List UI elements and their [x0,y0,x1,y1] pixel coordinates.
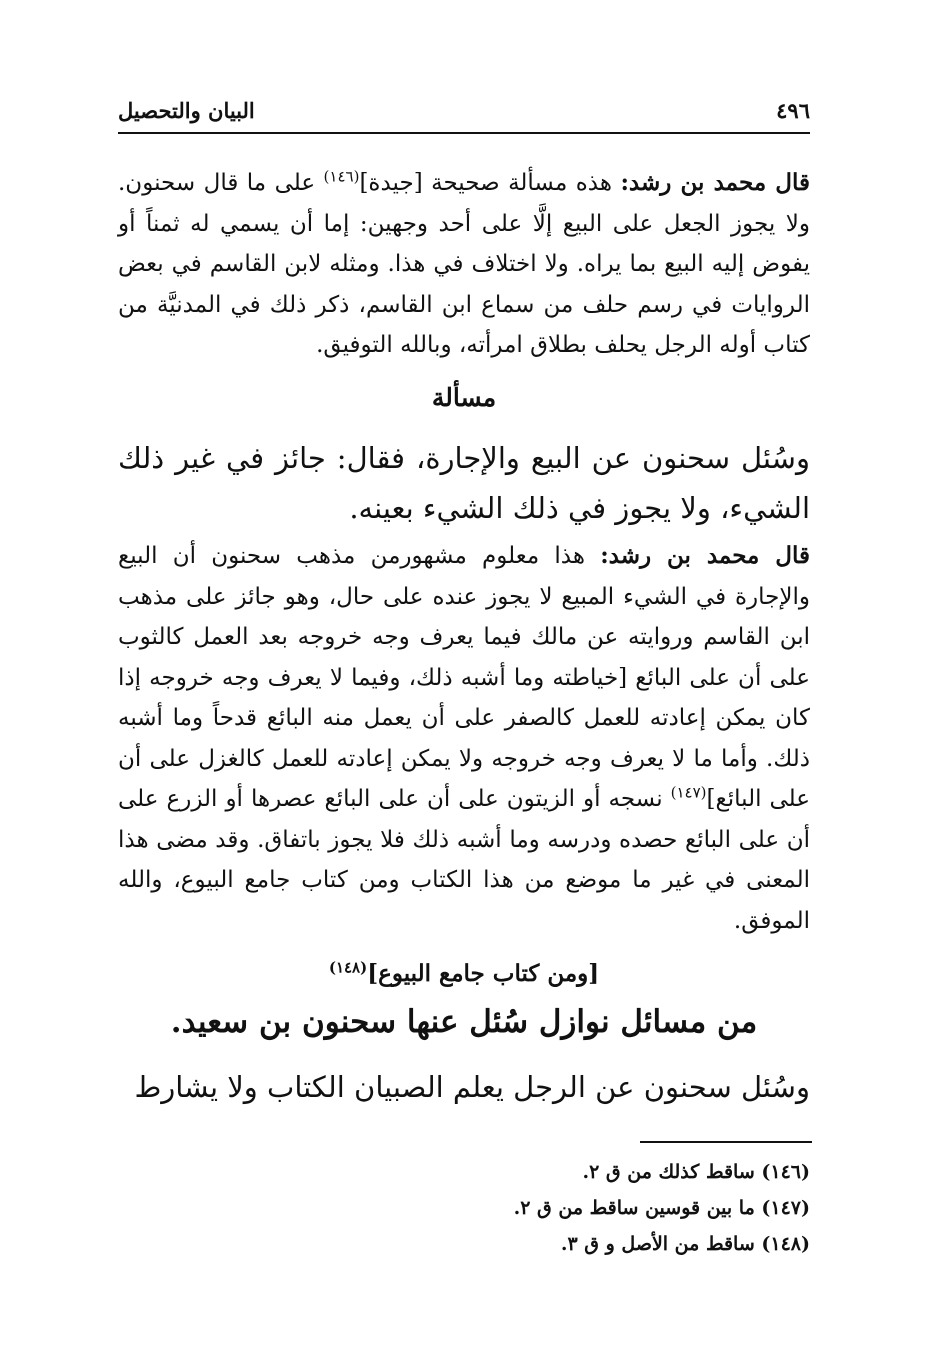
footnote-ref-146: (١٤٦) [323,167,360,186]
footnote-ref-148: (١٤٨) [328,958,368,977]
book-section-heading [118,960,810,987]
commentary-lead: قال محمد بن رشد: [620,169,811,196]
footnote-148: (١٤٨) ساقط من الأصل و ق ٣. [560,1233,810,1255]
commentary-text: هذه مسألة صحيحة [جيدة] [359,170,621,196]
commentary-lead: قال محمد بن رشد: [600,542,810,569]
book-title: البيان والتحصيل [118,98,255,123]
commentary-text-continued: نسجه أو الزيتون على أن على البائع عصرها أو الزرع على أن على البائع حصده ودرسه وما أشبه ذلك فلا يجوز باتفاق. وقد مضى هذا المعنى في غير ما موضع من هذا الكتاب ومن كتاب جامع البيوع، والله الموفق. [118,786,810,934]
book-section-title: [ومن كتاب جامع البيوع] [367,960,600,987]
chapter-heading: من مسائل نوازل سُئل عنها سحنون بن سعيد. [170,1004,758,1040]
commentary-paragraph-1 [118,163,810,366]
footnote-ref-147: (١٤٧) [670,783,707,802]
footnote-divider [640,1141,812,1143]
section-heading: مسألة [431,383,497,412]
question-paragraph-2: وسُئل سحنون عن الرجل يعلم الصبيان الكتاب ولا يشارط [134,1070,810,1104]
commentary-text-continued: على ما قال سحنون. ولا يجوز الجعل على البيع إلَّا على أحد وجهين: إما أن يسمي له ثمناً أو يفوض إليه البيع بما يراه. ولا اختلاف في هذا. ومثله لابن القاسم في بعض الروايات في رسم حلف من سماع ابن القاسم، ذكر ذلك في المدنيَّة من كتاب أوله الرجل يحلف بطلاق امرأته، وبالله التوفيق. [118,170,810,358]
footnotes [118,1154,810,1262]
footnote-147: (١٤٧) ما بين قوسين ساقط من ق ٢. [513,1197,810,1219]
running-header [118,92,810,134]
footnote-146: (١٤٦) ساقط كذلك من ق ٢. [582,1161,810,1183]
question-paragraph-1: وسُئل سحنون عن البيع والإجارة، فقال: جائز في غير ذلك الشيء، ولا يجوز في ذلك الشيء بعينه. [118,441,810,525]
commentary-text: هذا معلوم مشهورمن مذهب سحنون أن البيع والإجارة في الشيء المبيع لا يجوز عنده على حال، وهو جائز على مذهب ابن القاسم وروايته عن مالك فيما يعرف وجه خروجه بعد العمل كالثوب على أن على البائع [خياطته وما أشبه ذلك، وفيما لا يعرف وجه خروجه إذا كان يمكن إعادته للعمل كالصفر على أن يعمل منه البائع قدحاً وما أشبه ذلك. وأما ما لا يعرف وجه خروجه ولا يمكن إعادته للعمل كالغزل على أن على البائع] [118,543,810,812]
commentary-paragraph-2 [118,536,810,941]
page-number: ٤٩٦ [776,98,810,123]
